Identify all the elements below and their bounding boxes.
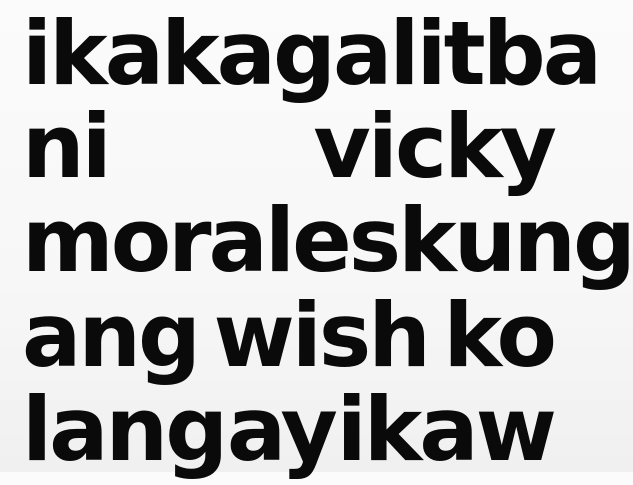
caption-word: ikaw <box>336 378 554 481</box>
caption-word: kung <box>398 189 633 292</box>
caption-word: ba <box>482 2 600 105</box>
caption-word: vicky <box>313 95 554 198</box>
caption-line-5 <box>22 375 554 485</box>
caption-word: ni <box>22 95 109 198</box>
caption-word: ko <box>443 284 554 387</box>
caption-word: ay <box>226 378 335 481</box>
caption-word: morales <box>22 189 399 292</box>
caption-word: lang <box>22 378 226 481</box>
caption-line-3 <box>22 186 633 296</box>
caption-word: ang <box>22 284 199 387</box>
caption-word: ikakagalit <box>22 2 483 105</box>
caption-word: wish <box>213 284 428 387</box>
